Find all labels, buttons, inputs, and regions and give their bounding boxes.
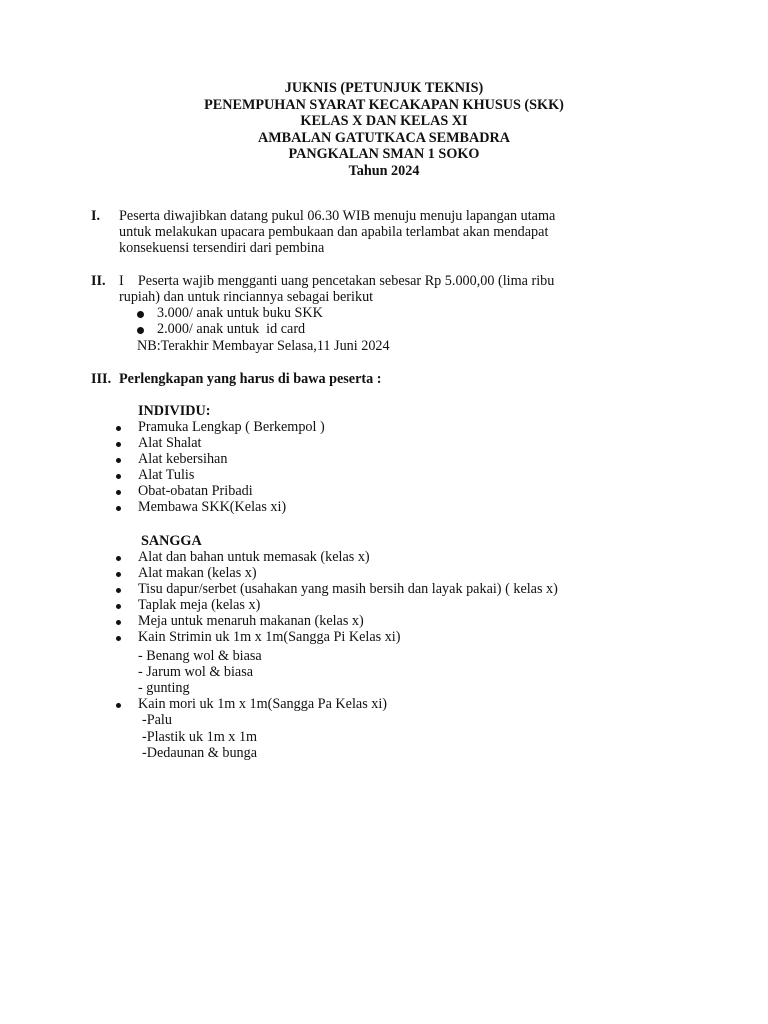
title-line: JUKNIS (PETUNJUK TEKNIS) [284, 80, 484, 96]
list-item: Membawa SKK(Kelas xi) [138, 499, 287, 515]
section-heading: Perlengkapan yang harus di bawa peserta : [119, 371, 382, 387]
list-item: Alat makan (kelas x) [138, 565, 257, 581]
bullet-dot-icon [137, 311, 144, 318]
sub-item: - Jarum wol & biasa [138, 664, 254, 680]
bullet-dot-icon [116, 620, 121, 625]
list-item: 3.000/ anak untuk buku SKK [157, 305, 323, 321]
list-item: Tisu dapur/serbet (usahakan yang masih bersih dan layak pakai) ( kelas x) [138, 581, 558, 597]
list-item: Kain Strimin uk 1m x 1m(Sangga Pi Kelas xi) [138, 629, 401, 645]
section-number: III. [91, 371, 112, 387]
sub-item: -Dedaunan & bunga [142, 745, 258, 761]
list-item: Taplak meja (kelas x) [138, 597, 261, 613]
section-text-line: I Peserta wajib mengganti uang pencetakan sebesar Rp 5.000,00 (lima ribu [119, 273, 555, 289]
bullet-dot-icon [116, 703, 121, 708]
list-item: Kain mori uk 1m x 1m(Sangga Pa Kelas xi) [138, 696, 388, 712]
section-number: I. [91, 208, 101, 224]
bullet-dot-icon [116, 474, 121, 479]
title-line: AMBALAN GATUTKACA SEMBADRA [258, 129, 510, 146]
list-item: Pramuka Lengkap ( Berkempol ) [138, 419, 325, 435]
list-item: Alat dan bahan untuk memasak (kelas x) [138, 549, 370, 565]
sub-item: - Benang wol & biasa [138, 648, 262, 664]
bullet-dot-icon [116, 588, 121, 593]
bullet-dot-icon [116, 458, 121, 463]
bullet-dot-icon [116, 506, 121, 511]
bullet-dot-icon [116, 604, 121, 609]
list-item: Meja untuk menaruh makanan (kelas x) [138, 613, 364, 629]
bullet-dot-icon [137, 327, 144, 334]
subsection-title-individu: INDIVIDU: [138, 403, 211, 419]
payment-note: NB:Terakhir Membayar Selasa,11 Juni 2024 [137, 338, 390, 354]
bullet-dot-icon [116, 490, 121, 495]
title-line: KELAS X DAN KELAS XI [300, 113, 468, 129]
section-text-line: Peserta diwajibkan datang pukul 06.30 WIB menuju menuju lapangan utama [119, 208, 556, 224]
bullet-dot-icon [116, 442, 121, 447]
bullet-dot-icon [116, 426, 121, 431]
section-text-line: untuk melakukan upacara pembukaan dan apabila terlambat akan mendapat [119, 224, 549, 240]
subsection-title-sangga: SANGGA [141, 533, 202, 549]
bullet-dot-icon [116, 636, 121, 641]
list-item: Obat-obatan Pribadi [138, 483, 253, 499]
bullet-dot-icon [116, 572, 121, 577]
list-item: Alat kebersihan [138, 451, 228, 467]
title-line: PENEMPUHAN SYARAT KECAKAPAN KHUSUS (SKK) [204, 96, 564, 113]
list-item: Alat Shalat [138, 435, 202, 451]
section-number: II. [91, 273, 106, 289]
title-year: Tahun 2024 [348, 162, 420, 179]
title-line: PANGKALAN SMAN 1 SOKO [288, 146, 480, 162]
bullet-dot-icon [116, 556, 121, 561]
sub-item: - gunting [138, 680, 190, 696]
sub-item: -Plastik uk 1m x 1m [142, 729, 258, 745]
list-item: 2.000/ anak untuk id card [157, 321, 306, 337]
document-title [0, 80, 768, 179]
sub-item: -Palu [142, 712, 172, 728]
section-text-line: rupiah) dan untuk rinciannya sebagai berikut [119, 289, 374, 305]
list-item: Alat Tulis [138, 467, 195, 483]
section-text-line: konsekuensi tersendiri dari pembina [119, 240, 325, 256]
